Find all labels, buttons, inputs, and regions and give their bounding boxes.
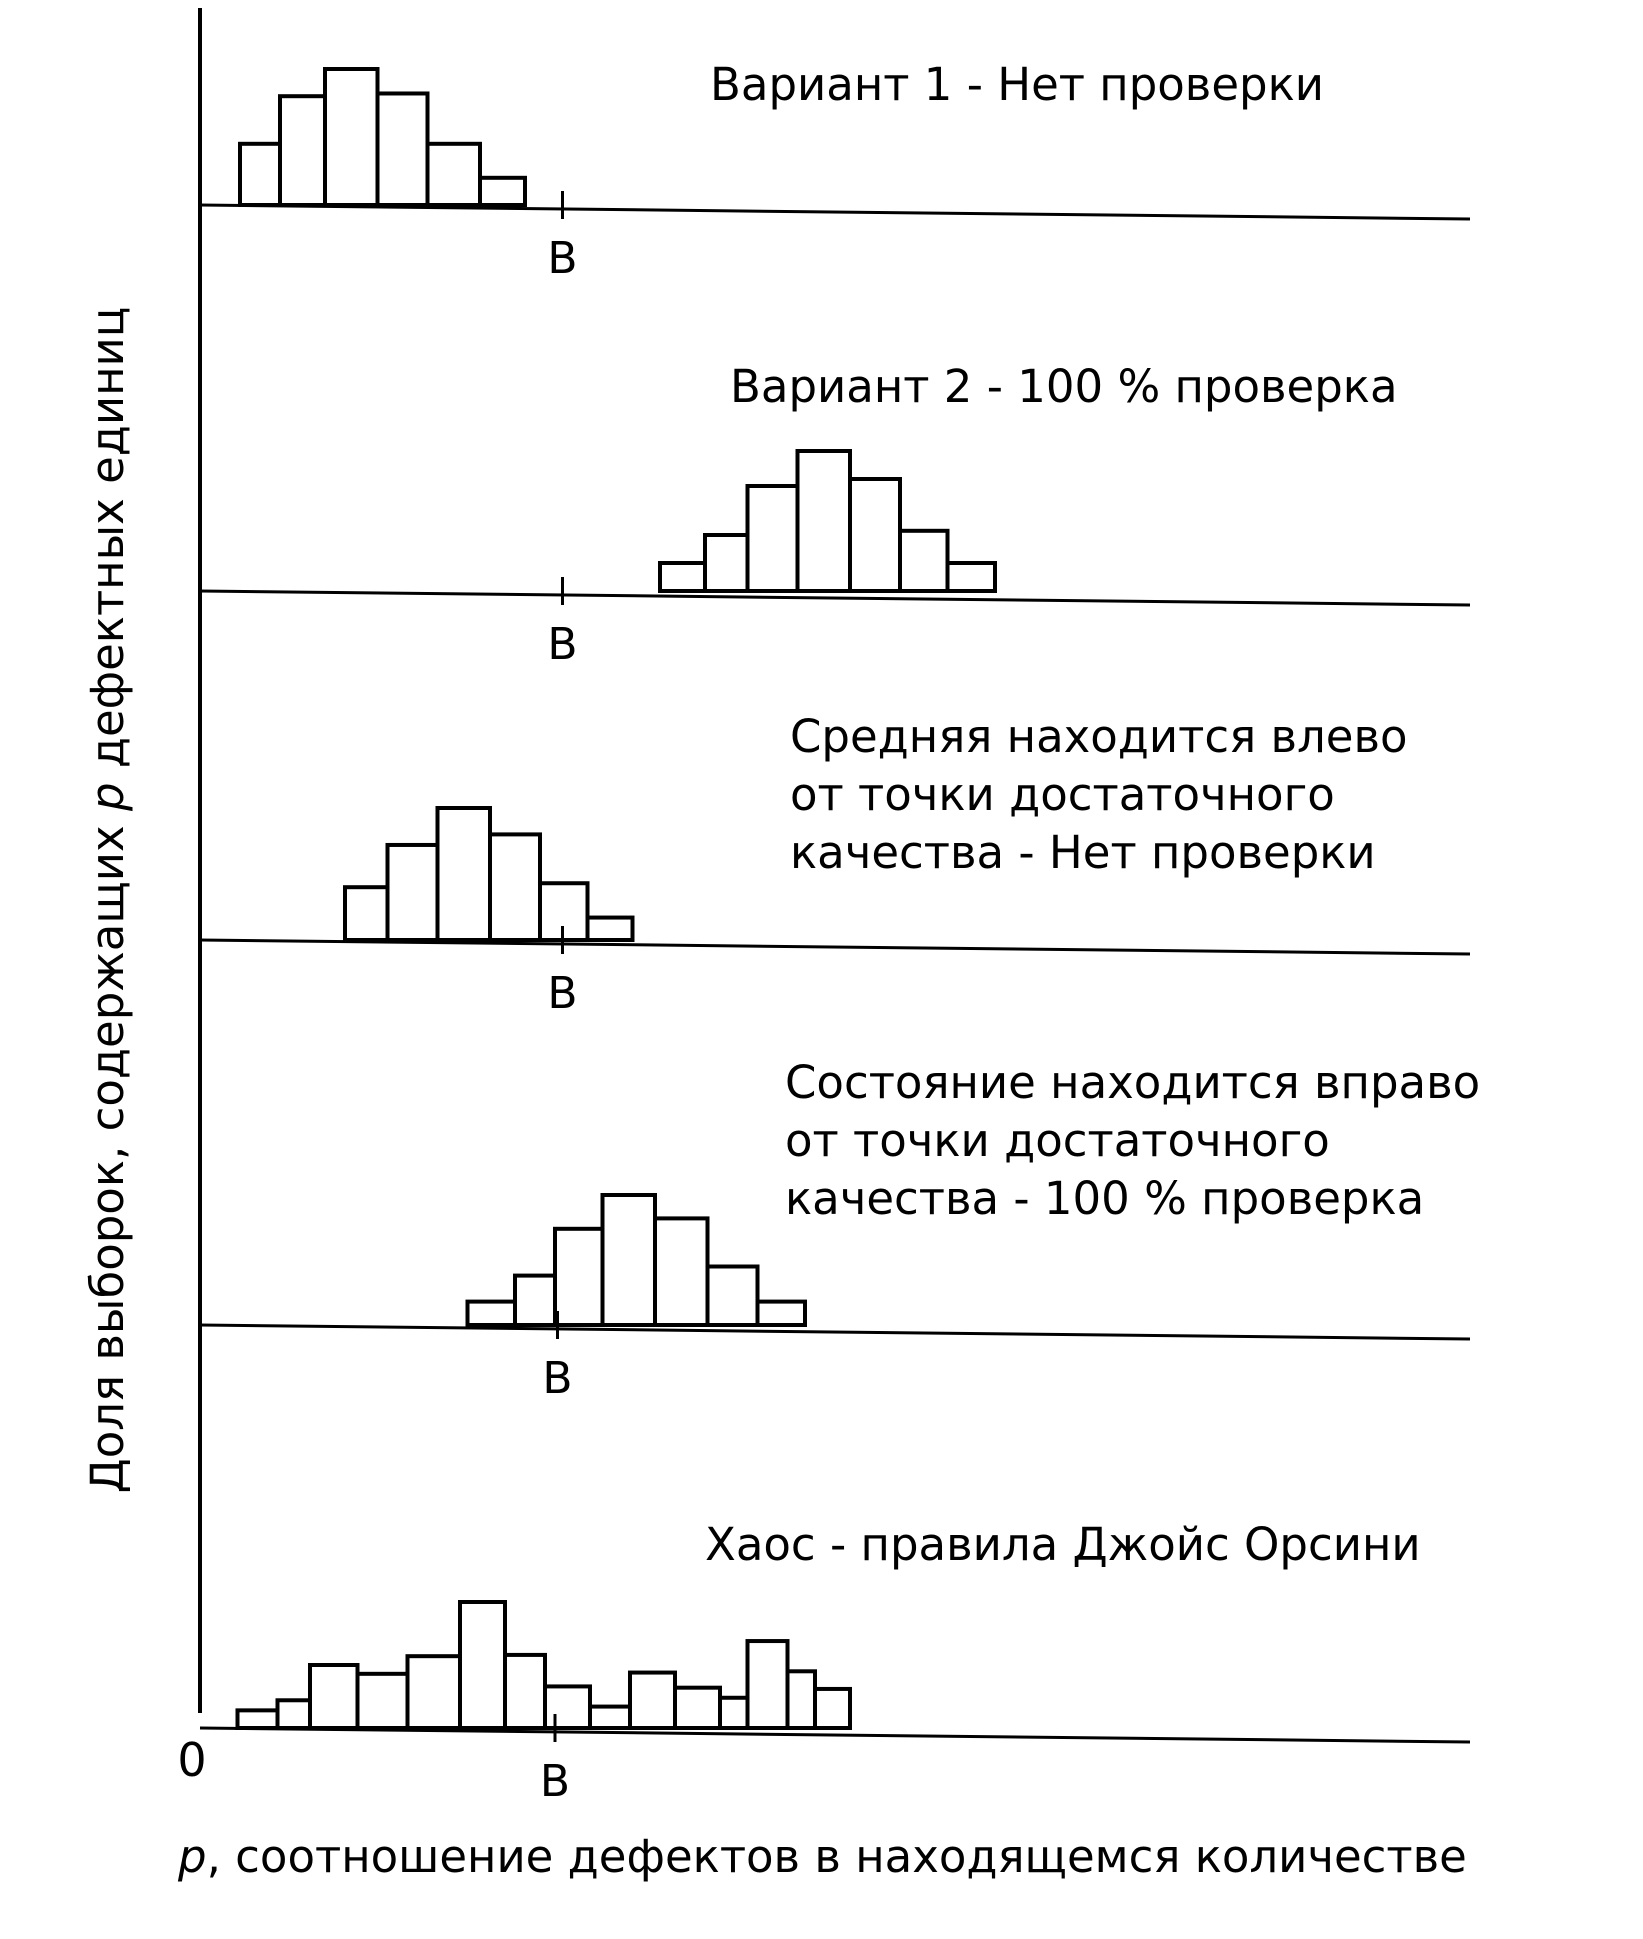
x-axis-title-post: , соотношение дефектов в находящемся количестве [206, 1830, 1467, 1883]
panel-3-bar-4 [490, 834, 540, 940]
panel-5-bar-15 [815, 1689, 850, 1728]
panel-2-title-line-1: Вариант 2 - 100 % проверка [730, 360, 1398, 413]
panel-5-bar-3 [310, 1665, 358, 1728]
panel-1 [200, 58, 1470, 284]
panel-4-title-line-3: качества - 100 % проверка [785, 1172, 1425, 1225]
panel-4-title-line-2: от точки достаточного [785, 1114, 1330, 1167]
panel-3-title-line-1: Средняя находится влево [790, 710, 1408, 763]
panel-4-bar-2 [515, 1276, 555, 1325]
panel-4-bar-3 [555, 1229, 603, 1325]
panel-1-bar-2 [280, 96, 325, 205]
panel-5-bar-14 [788, 1671, 816, 1728]
panel-5-title-line-1: Хаос - правила Джойс Орсини [705, 1518, 1421, 1571]
panel-5-marker-label: B [539, 1756, 571, 1807]
panel-4-bar-1 [468, 1302, 516, 1325]
panel-5-bar-2 [278, 1700, 311, 1728]
panel-3-bar-1 [345, 887, 388, 940]
panel-4-bar-6 [708, 1267, 758, 1326]
panel-3-bar-3 [438, 808, 491, 940]
panel-2-bar-1 [660, 563, 705, 591]
panel-3-bar-2 [388, 845, 438, 940]
histogram-panels [200, 58, 1480, 1807]
panel-5 [200, 1518, 1470, 1807]
panel-5-bar-13 [748, 1641, 788, 1728]
panel-2 [200, 360, 1470, 670]
panel-2-bar-5 [850, 479, 900, 591]
panel-5-bar-9 [590, 1707, 630, 1728]
panel-2-bar-6 [900, 531, 948, 591]
panel-2-bar-2 [705, 535, 748, 591]
panel-1-bar-3 [325, 69, 378, 205]
panel-3-title-line-3: качества - Нет проверки [790, 826, 1376, 879]
panel-5-bar-1 [238, 1710, 278, 1728]
panel-5-bar-5 [408, 1656, 461, 1728]
y-axis-title-pre: Доля выборок, содержащих [81, 811, 134, 1494]
panel-5-bar-12 [720, 1698, 748, 1728]
panel-1-baseline [200, 205, 1470, 219]
x-axis-title-var: p [178, 1830, 207, 1883]
panel-5-bar-7 [505, 1655, 545, 1728]
panel-1-bar-4 [378, 93, 428, 205]
panel-5-bar-8 [545, 1686, 590, 1728]
panel-4-bar-4 [603, 1195, 656, 1325]
panel-2-bar-7 [948, 563, 996, 591]
panel-3-title-line-2: от точки достаточного [790, 768, 1335, 821]
y-axis-title-post: дефектных единиц [81, 306, 134, 783]
panel-3-baseline [200, 940, 1470, 954]
panel-1-bar-5 [428, 144, 481, 205]
panel-1-marker-label: B [547, 233, 578, 284]
panel-4 [200, 1056, 1480, 1404]
y-axis-title-var: p [81, 782, 134, 812]
panel-2-baseline [200, 591, 1470, 605]
x-axis-title [177, 1830, 1467, 1883]
panel-4-bar-5 [655, 1218, 708, 1325]
panel-5-baseline [200, 1728, 1470, 1742]
panel-1-title-line-1: Вариант 1 - Нет проверки [710, 58, 1325, 111]
panel-2-bar-4 [798, 451, 851, 591]
panel-1-bar-6 [480, 178, 525, 205]
y-axis-title [81, 307, 134, 1494]
panel-3-marker-label: B [547, 968, 578, 1019]
panel-5-bar-4 [358, 1674, 408, 1728]
panel-2-marker-label: B [547, 619, 578, 670]
origin-label: 0 [177, 1733, 207, 1787]
panel-3 [200, 710, 1470, 1019]
panel-4-baseline [200, 1325, 1470, 1339]
panel-4-title-line-1: Состояние находится вправо [785, 1056, 1481, 1109]
panel-4-bar-7 [758, 1302, 806, 1325]
panel-3-bar-6 [588, 918, 633, 940]
panel-2-bar-3 [748, 486, 798, 591]
panel-5-bar-11 [675, 1688, 720, 1728]
panel-4-marker-label: B [542, 1353, 573, 1404]
panel-5-bar-10 [630, 1673, 675, 1728]
panel-1-bar-1 [240, 144, 280, 205]
panel-5-bar-6 [460, 1602, 505, 1728]
